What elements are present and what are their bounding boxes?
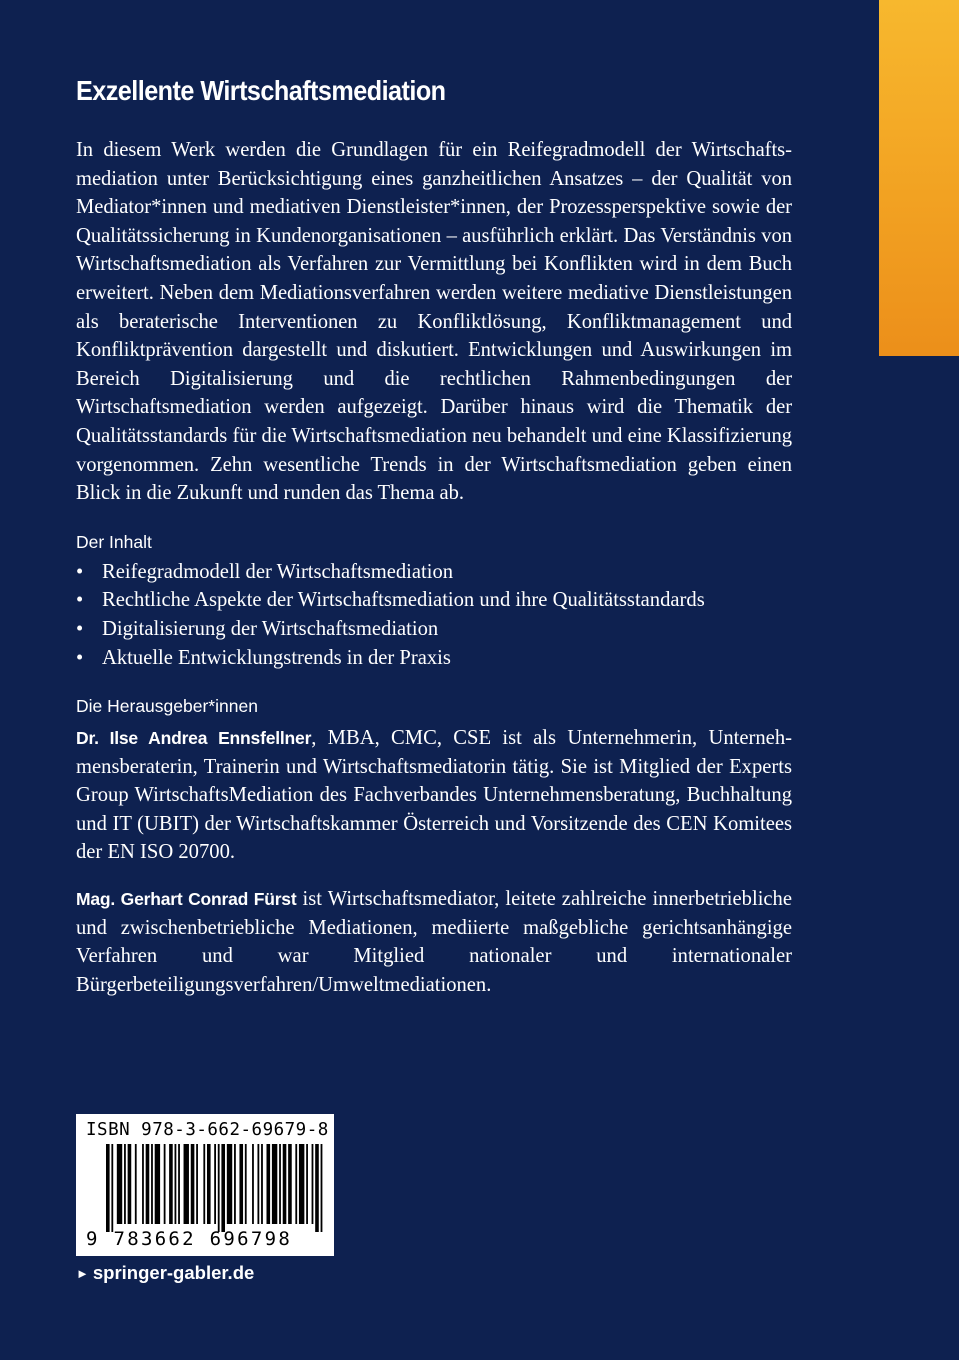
barcode-bar bbox=[234, 1144, 236, 1224]
barcode-bar bbox=[261, 1144, 263, 1224]
list-item-text: Rechtliche Aspekte der Wirtschaftsmediation und ihre Qualitätsstandards bbox=[102, 589, 705, 612]
barcode-bar bbox=[184, 1144, 189, 1224]
barcode-bar bbox=[128, 1144, 132, 1224]
intro-text: In diesem Werk werden die Grundlagen für ein Reifegradmodell der Wirtschaftsmediation unter Berücksichtigung eines ganzheitlichen Ansatzes – der Qualität von Mediator*innen und mediativen Dienstleister*innen, der Prozessperspektive sowie der Qualitätssicherung in Kundenorganisationen – ausführlich erklärt. Das Verständnis von Wirtschaftsmediation als Verfahren zur Vermittlung bei Konflikten wird in dem Buch erweitert. Neben dem Mediationsverfahren werden weitere mediative Dienstleistungen als beraterische Interventionen zu Konfliktlösung, Konfliktmanagement und Konfliktprävention dargestellt und diskutiert. Entwicklungen und Auswirkungen im Bereich Digitalisierung und die rechtlichen Rahmenbedingungen der Wirtschaftsmediation werden aufgezeigt. Darüber hinaus wird die Thematik der Qualitätsstandards für die Wirtschaftsmediation neu behandelt und eine Klassifizierung vorgenommen. Zehn wesentliche Trends in der Wirtschaftsmediation geben einen Blick in die Zukunft und runden das Thema ab. bbox=[76, 139, 792, 505]
list-item bbox=[76, 558, 792, 587]
barcode-bar bbox=[283, 1144, 287, 1224]
barcode-bar bbox=[288, 1144, 292, 1224]
isbn-barcode bbox=[76, 1114, 334, 1256]
barcode-bar bbox=[178, 1144, 180, 1224]
barcode-bar bbox=[135, 1144, 137, 1224]
bullet: • bbox=[76, 617, 84, 640]
list-item-text: Aktuelle Entwicklungstrends in der Praxis bbox=[102, 646, 451, 669]
barcode-bars bbox=[106, 1144, 326, 1232]
barcode-bar bbox=[207, 1144, 211, 1224]
barcode-bar bbox=[312, 1144, 314, 1224]
barcode-bar bbox=[111, 1144, 113, 1232]
bullet: • bbox=[76, 646, 84, 669]
editor-bio-fuerst bbox=[76, 885, 792, 999]
editor-bio-ennsfellner bbox=[76, 724, 792, 867]
barcode-bar bbox=[142, 1144, 144, 1224]
barcode-bar bbox=[203, 1144, 205, 1224]
barcode-bar bbox=[196, 1144, 198, 1224]
barcode-bar bbox=[218, 1144, 220, 1232]
herausgeber-heading: Die Herausgeber*innen bbox=[76, 696, 258, 717]
barcode-bar bbox=[239, 1144, 243, 1224]
barcode-bar bbox=[124, 1144, 126, 1224]
arrow-right-icon: ► bbox=[76, 1265, 89, 1281]
ean-digits: 9 783662 696798 bbox=[86, 1228, 293, 1250]
list-item bbox=[76, 586, 792, 615]
barcode-bar bbox=[299, 1144, 304, 1224]
barcode-bar bbox=[227, 1144, 232, 1224]
list-item bbox=[76, 615, 792, 644]
website-link[interactable] bbox=[76, 1262, 254, 1284]
inhalt-list bbox=[76, 558, 792, 672]
barcode-bar bbox=[221, 1144, 225, 1232]
editor-bio-text: ist Wirtschaftsmediator, leitete zahlreiche innerbetriebliche und zwischenbetriebliche Mediationen, mediierte maßgebliche gerichtsanhängige Verfahren und war Mitglied nationaler und internationaler Bürgerbeteiligungsverfahren/Umweltmediationen. bbox=[76, 888, 792, 996]
list-item-text: Reifegradmodell der Wirtschaftsmediation bbox=[102, 560, 454, 583]
barcode-bar bbox=[272, 1144, 277, 1224]
isbn-label: ISBN 978-3-662-69679-8 bbox=[86, 1120, 329, 1140]
editor-name: Mag. Gerhart Conrad Fürst bbox=[76, 889, 297, 910]
barcode-bar bbox=[169, 1144, 173, 1224]
barcode-bar bbox=[279, 1144, 281, 1224]
barcode-bar bbox=[321, 1144, 323, 1232]
accent-bar bbox=[879, 0, 959, 356]
barcode-bar bbox=[151, 1144, 153, 1224]
barcode-bar bbox=[295, 1144, 297, 1224]
barcode-bar bbox=[146, 1144, 150, 1224]
barcode-bar bbox=[266, 1144, 270, 1224]
barcode-bar bbox=[191, 1144, 195, 1224]
book-title: Exzellente Wirtschaftsmediation bbox=[76, 75, 446, 106]
editor-name: Dr. Ilse Andrea Ennsfellner bbox=[76, 728, 312, 749]
barcode-bar bbox=[245, 1144, 247, 1224]
barcode-bar bbox=[117, 1144, 122, 1224]
barcode-bar bbox=[175, 1144, 177, 1224]
back-cover-content bbox=[76, 72, 792, 999]
list-item-text: Digitalisierung der Wirtschaftsmediation bbox=[102, 617, 439, 640]
bullet: • bbox=[76, 589, 84, 612]
barcode-bar bbox=[252, 1144, 254, 1224]
barcode-bar bbox=[164, 1144, 166, 1224]
barcode-bar bbox=[315, 1144, 319, 1232]
bullet: • bbox=[76, 560, 84, 583]
editor-bio-text: , MBA, CMC, CSE ist als Unternehmerin, Unternehmensberaterin, Trainerin und Wirtschaftsmediatorin tätig. Sie ist Mitglied der Experts Group WirtschaftsMediation des Fachverbandes Unternehmensberatung, Buchhaltung und IT (UBIT) der Wirtschaftskammer Österreich und Vorsitzende des CEN Komitees der EN ISO 20700. bbox=[76, 727, 792, 864]
barcode-bar bbox=[106, 1144, 110, 1232]
barcode-bar bbox=[306, 1144, 308, 1224]
barcode-bar bbox=[257, 1144, 259, 1224]
barcode-bar bbox=[214, 1144, 216, 1224]
inhalt-heading: Der Inhalt bbox=[76, 531, 152, 552]
list-item bbox=[76, 644, 792, 673]
website-url: springer-gabler.de bbox=[92, 1262, 255, 1283]
barcode-bar bbox=[155, 1144, 160, 1224]
